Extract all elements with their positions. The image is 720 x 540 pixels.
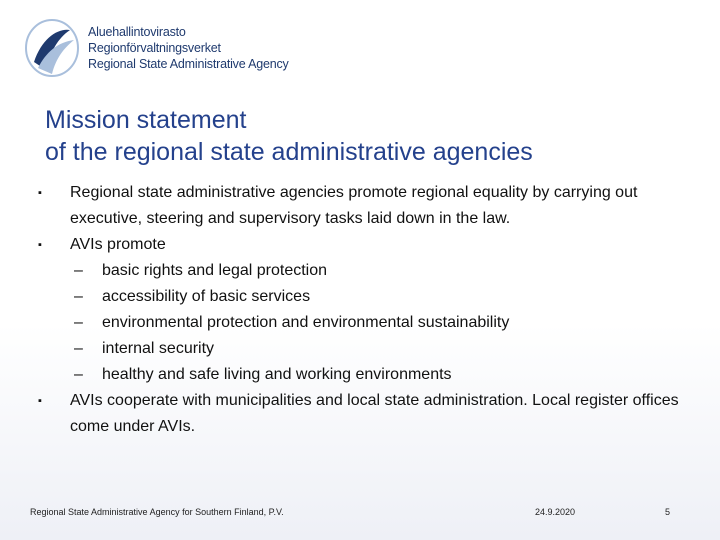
bullet-item	[38, 180, 710, 232]
agency-name-english: Regional State Administrative Agency	[88, 57, 289, 71]
agency-name	[88, 24, 289, 72]
agency-logo	[24, 18, 289, 78]
footer-agency: Regional State Administrative Agency for Southern Finland, P.V.	[30, 507, 284, 517]
dash-marker: –	[74, 288, 83, 305]
dash-marker: –	[74, 262, 83, 279]
sub-item	[38, 362, 710, 388]
sub-item	[38, 258, 710, 284]
slide-title-line-2: of the regional state administrative agencies	[45, 138, 533, 166]
slide-title-line-1: Mission statement	[45, 106, 247, 134]
sub-item-text: environmental protection and environmental sustainability	[102, 314, 510, 331]
sub-item	[38, 336, 710, 362]
bullet-text: AVIs promote	[70, 236, 166, 253]
dash-marker: –	[74, 314, 83, 331]
slide-title	[45, 104, 533, 168]
page-number: 5	[665, 507, 671, 517]
sub-item-text: healthy and safe living and working environments	[102, 366, 452, 383]
bullet-item	[38, 232, 710, 258]
dash-marker: –	[74, 366, 83, 383]
bullet-text: AVIs cooperate with municipalities and local state administration. Local register offices come under AVIs.	[70, 392, 679, 435]
bullet-marker: ▪	[38, 239, 42, 251]
bullet-list	[38, 180, 710, 440]
sub-item-text: internal security	[102, 340, 215, 357]
slide-footer	[0, 505, 720, 519]
footer-date: 24.9.2020	[535, 507, 576, 517]
sub-item-text: basic rights and legal protection	[102, 262, 328, 279]
bullet-item	[38, 388, 710, 440]
agency-logo-icon	[24, 18, 80, 78]
bullet-marker: ▪	[38, 187, 42, 199]
bullet-text: Regional state administrative agencies promote regional equality by carrying out executive, steering and supervisory tasks laid down in the law.	[70, 184, 638, 227]
agency-name-finnish: Aluehallintovirasto	[88, 25, 186, 39]
agency-name-swedish: Regionförvaltningsverket	[88, 41, 221, 55]
sub-item	[38, 284, 710, 310]
bullet-marker: ▪	[38, 395, 42, 407]
sub-item-text: accessibility of basic services	[102, 288, 311, 305]
sub-item	[38, 310, 710, 336]
dash-marker: –	[74, 340, 83, 357]
